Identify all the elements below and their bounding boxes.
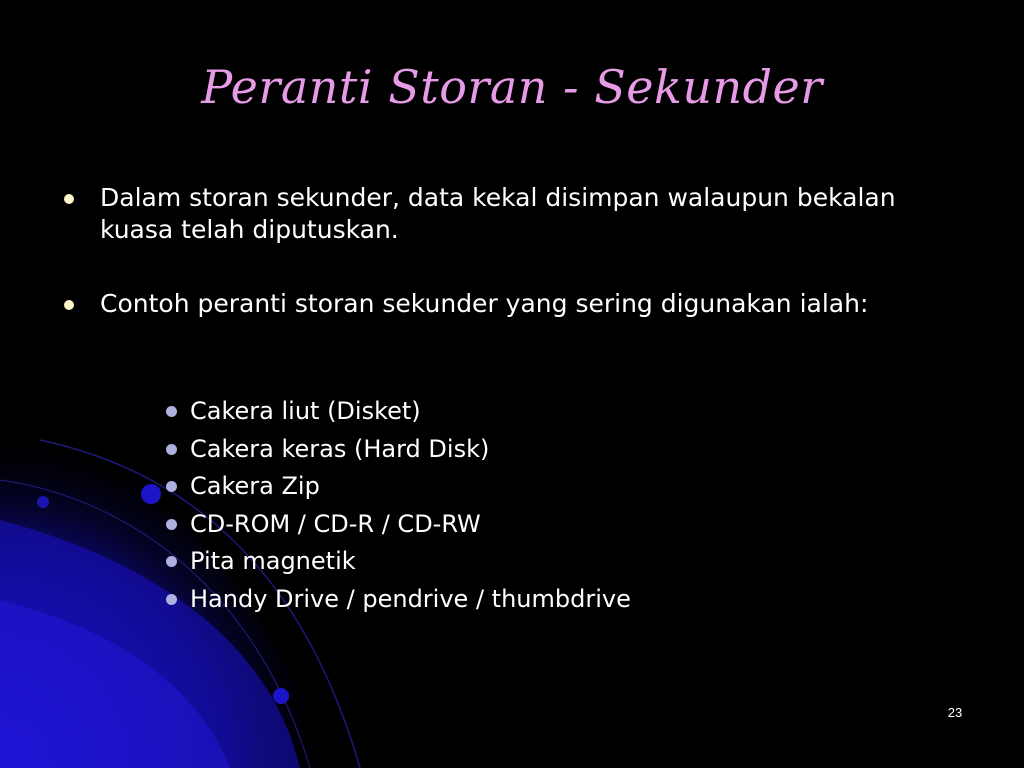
bullet-list — [62, 182, 942, 362]
sub-bullet-text: Handy Drive / pendrive / thumbdrive — [190, 584, 631, 613]
sub-bullet-text: Cakera keras (Hard Disk) — [190, 434, 490, 463]
bullet-item — [62, 182, 942, 246]
sub-bullet-text: Cakera Zip — [190, 472, 320, 500]
slide-title: Peranti Storan - Sekunder — [201, 60, 823, 114]
bullet-text: Dalam storan sekunder, data kekal disimpan walaupun bekalan kuasa telah diputuskan. — [100, 183, 896, 244]
sub-bullet-item — [163, 506, 631, 544]
bullet-text: Contoh peranti storan sekunder yang sering digunakan ialah: — [100, 289, 869, 318]
bullet-icon — [64, 300, 74, 310]
sub-bullet-icon — [166, 519, 177, 530]
sub-bullet-icon — [166, 406, 177, 417]
sub-bullet-text: Cakera liut (Disket) — [190, 397, 421, 425]
sub-bullet-item — [163, 468, 631, 506]
decorative-dot — [37, 496, 49, 508]
sub-bullet-text: CD-ROM / CD-R / CD-RW — [190, 509, 481, 538]
decorative-dot — [273, 688, 289, 704]
decorative-dot — [141, 484, 161, 504]
sub-bullet-item — [163, 543, 631, 581]
sub-bullet-item — [163, 431, 631, 469]
page-number: 23 — [947, 705, 963, 720]
sub-bullet-item — [163, 393, 631, 431]
sub-bullet-icon — [166, 481, 177, 492]
sub-bullet-icon — [166, 444, 177, 455]
sub-bullet-icon — [166, 594, 177, 605]
sub-bullet-item — [163, 581, 631, 619]
sub-bullet-text: Pita magnetik — [190, 547, 356, 575]
bullet-icon — [64, 194, 74, 204]
sub-bullet-icon — [166, 556, 177, 567]
bullet-item — [62, 288, 942, 320]
sub-bullet-list — [163, 393, 631, 618]
